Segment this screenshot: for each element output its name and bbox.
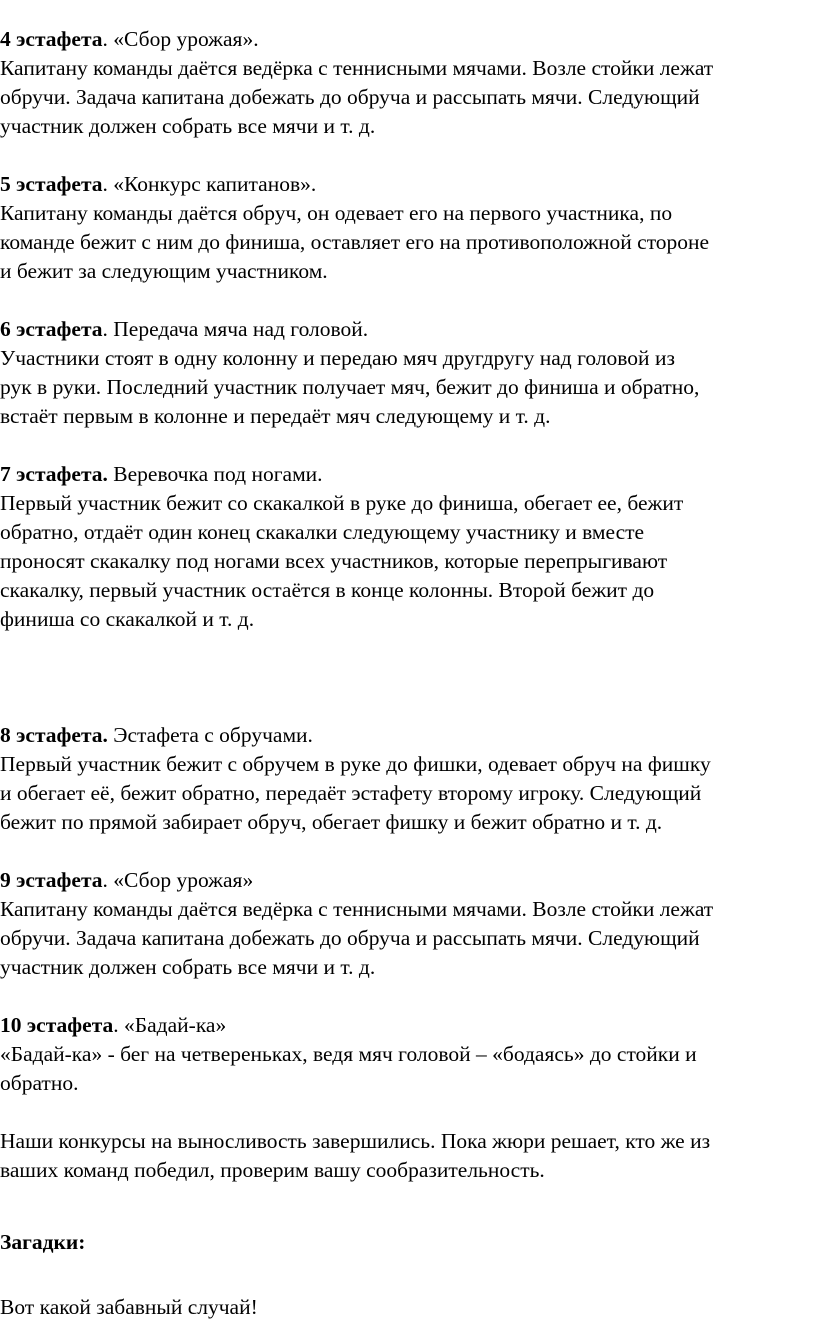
relay-9 [0,866,816,982]
relay-number: 8 эстафета. [0,723,108,747]
relay-4 [0,25,816,141]
relay-heading [0,25,816,54]
relay-heading [0,1011,816,1040]
relay-title: Веревочка под ногами. [107,462,323,486]
relay-heading [0,170,816,199]
relay-7 [0,460,816,634]
relay-title: . «Конкурс капитанов». [102,172,317,196]
relay-text-line: обратно, отдаёт один конец скакалки следующему участнику и вместе [0,520,645,544]
closing-line: Наши конкурсы на выносливость завершились. Пока жюри решает, кто же из [0,1129,711,1153]
relay-text-line: встаёт первым в колонне и передаёт мяч следующему и т. д. [0,404,551,428]
relay-6 [0,315,816,431]
relay-title: . «Бадай-ка» [113,1013,227,1037]
relay-heading [0,721,816,750]
relay-heading [0,460,816,489]
relay-number: 5 эстафета [0,172,103,196]
relay-text-line: участник должен собрать все мячи и т. д. [0,955,376,979]
relay-number: 7 эстафета. [0,462,108,486]
relay-5 [0,170,816,286]
relay-text-line: обручи. Задача капитана добежать до обруча и рассыпать мячи. Следующий [0,926,700,950]
relay-heading [0,866,816,895]
riddles-heading: Загадки: [0,1230,86,1254]
relay-text-line: «Бадай-ка» - бег на четвереньках, ведя мяч головой – «бодаясь» до стойки и [0,1042,697,1066]
relay-heading [0,315,816,344]
relay-text-line: рук в руки. Последний участник получает мяч, бежит до финиша и обратно, [0,375,700,399]
relay-text-line: Первый участник бежит со скакалкой в руке до финиша, обегает ее, бежит [0,491,684,515]
relay-text-line: команде бежит с ним до финиша, оставляет его на противоположной стороне [0,230,710,254]
relay-text-line: бежит по прямой забирает обруч, обегает фишку и бежит обратно и т. д. [0,810,663,834]
relay-title: . «Сбор урожая» [102,868,254,892]
relay-text-line: Капитану команды даётся обруч, он одевает его на первого участника, по [0,201,673,225]
relay-text-line: финиша со скакалкой и т. д. [0,607,255,631]
closing-paragraph [0,1127,816,1185]
relay-title: . Передача мяча над головой. [102,317,369,341]
relay-number: 10 эстафета [0,1013,114,1037]
relay-10 [0,1011,816,1098]
relay-text-line: и обегает её, бежит обратно, передаёт эстафету второму игроку. Следующий [0,781,702,805]
relay-number: 9 эстафета [0,868,103,892]
relay-number: 6 эстафета [0,317,103,341]
relay-text-line: и бежит за следующим участником. [0,259,328,283]
relay-text-line: скакалку, первый участник остаётся в конце колонны. Второй бежит до [0,578,655,602]
relay-text-line: обратно. [0,1071,79,1095]
relay-text-line: Капитану команды даётся ведёрка с теннисными мячами. Возле стойки лежат [0,56,714,80]
document-page [0,25,816,1322]
relay-title: . «Сбор урожая». [102,27,259,51]
closing-line: ваших команд победил, проверим вашу сообразительность. [0,1158,545,1182]
relay-text-line: Капитану команды даётся ведёрка с теннисными мячами. Возле стойки лежат [0,897,714,921]
relay-number: 4 эстафета [0,27,103,51]
relay-text-line: Первый участник бежит с обручем в руке до фишки, одевает обруч на фишку [0,752,711,776]
relay-text-line: проносят скакалку под ногами всех участников, которые перепрыгивают [0,549,668,573]
riddle-first-line: Вот какой забавный случай! [0,1295,258,1319]
relay-title: Эстафета с обручами. [107,723,313,747]
relay-text-line: участник должен собрать все мячи и т. д. [0,114,376,138]
relay-text-line: Участники стоят в одну колонну и передаю мяч другдругу над головой из [0,346,675,370]
relay-8 [0,721,816,837]
relay-text-line: обручи. Задача капитана добежать до обруча и рассыпать мячи. Следующий [0,85,700,109]
